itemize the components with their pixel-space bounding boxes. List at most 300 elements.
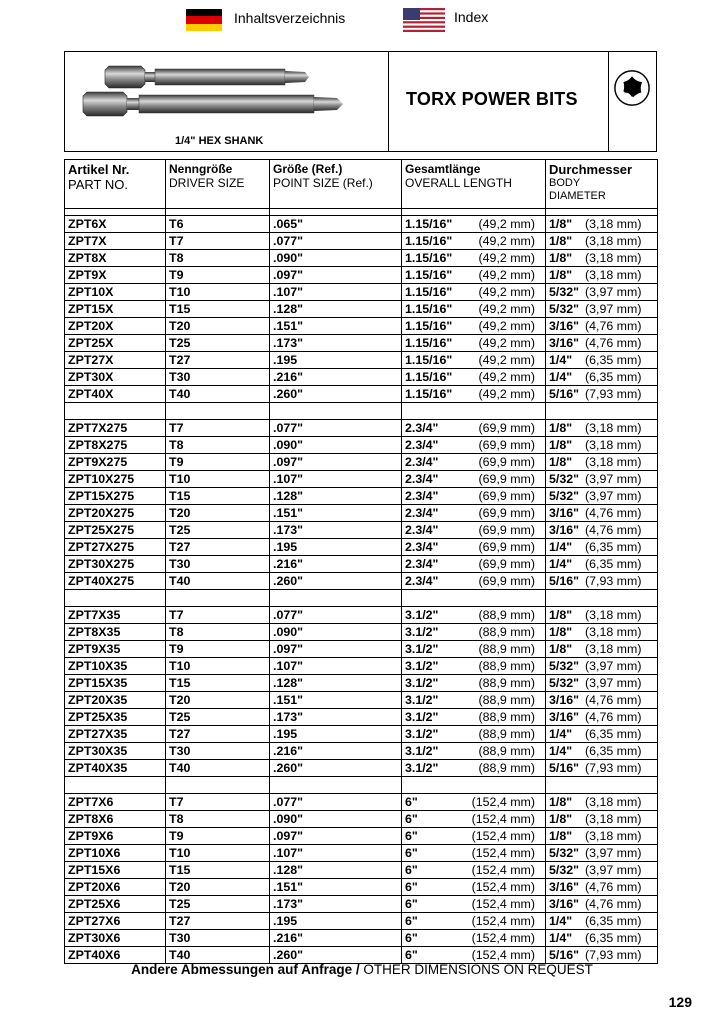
body-diameter-cell — [546, 420, 658, 437]
part-number-cell: ZPT25X275 — [65, 522, 166, 539]
body-diameter-cell — [546, 743, 658, 760]
driver-size-cell: T20 — [166, 692, 270, 709]
diameter-inch: 5/32" — [549, 285, 579, 299]
part-number-cell: ZPT8X — [65, 250, 166, 267]
table-row — [65, 250, 658, 267]
point-size-cell: .151" — [270, 318, 402, 335]
driver-size-cell: T9 — [166, 828, 270, 845]
part-number-cell: ZPT15X — [65, 301, 166, 318]
diameter-mm: (7,93 mm) — [585, 761, 642, 775]
table-row — [65, 624, 658, 641]
length-inch: 2.3/4" — [405, 574, 439, 588]
header-label: BODY — [549, 177, 581, 189]
empty-cell — [270, 209, 402, 216]
part-number-cell: ZPT8X35 — [65, 624, 166, 641]
separator-row — [65, 777, 658, 794]
header-label: OVERALL LENGTH — [405, 176, 512, 190]
point-size-cell: .173" — [270, 522, 402, 539]
point-size-cell: .195 — [270, 726, 402, 743]
diameter-mm: (3,18 mm) — [585, 251, 642, 265]
diameter-mm: (3,18 mm) — [585, 455, 642, 469]
diameter-mm: (3,18 mm) — [585, 625, 642, 639]
table-row — [65, 658, 658, 675]
length-mm: (49,2 mm) — [478, 217, 535, 231]
body-diameter-cell — [546, 471, 658, 488]
driver-size-cell: T20 — [166, 879, 270, 896]
body-diameter-cell — [546, 879, 658, 896]
part-number-cell: ZPT27X275 — [65, 539, 166, 556]
overall-length-cell — [402, 607, 546, 624]
diameter-inch: 1/4" — [549, 540, 573, 554]
diameter-mm: (3,97 mm) — [585, 472, 642, 486]
diameter-mm: (7,93 mm) — [585, 574, 642, 588]
length-mm: (49,2 mm) — [478, 234, 535, 248]
point-size-cell: .097" — [270, 641, 402, 658]
length-mm: (152,4 mm) — [471, 795, 535, 809]
driver-size-cell: T15 — [166, 675, 270, 692]
length-mm: (49,2 mm) — [478, 285, 535, 299]
body-diameter-cell — [546, 369, 658, 386]
length-mm: (49,2 mm) — [478, 319, 535, 333]
part-number-cell: ZPT10X35 — [65, 658, 166, 675]
diameter-mm: (3,18 mm) — [585, 608, 642, 622]
part-number-cell: ZPT20X6 — [65, 879, 166, 896]
part-number-cell: ZPT30X275 — [65, 556, 166, 573]
overall-length-cell — [402, 539, 546, 556]
part-number-cell: ZPT27X35 — [65, 726, 166, 743]
footer-note-de: Andere Abmessungen auf Anfrage / — [131, 962, 360, 977]
table-row — [65, 335, 658, 352]
diameter-inch: 3/16" — [549, 710, 579, 724]
diameter-mm: (6,35 mm) — [585, 353, 642, 367]
length-mm: (88,9 mm) — [478, 676, 535, 690]
length-inch: 1.15/16" — [405, 370, 453, 384]
header-label: DRIVER SIZE — [169, 176, 245, 190]
length-inch: 1.15/16" — [405, 302, 453, 316]
point-size-cell: .107" — [270, 658, 402, 675]
length-inch: 6" — [405, 863, 418, 877]
driver-size-cell: T9 — [166, 454, 270, 471]
length-inch: 6" — [405, 931, 418, 945]
body-diameter-cell — [546, 454, 658, 471]
point-size-cell: .090" — [270, 624, 402, 641]
body-diameter-cell — [546, 301, 658, 318]
body-diameter-cell — [546, 862, 658, 879]
diameter-mm: (4,76 mm) — [585, 897, 642, 911]
body-diameter-cell — [546, 913, 658, 930]
diameter-inch: 5/32" — [549, 676, 579, 690]
driver-size-cell: T15 — [166, 301, 270, 318]
part-number-cell: ZPT6X — [65, 216, 166, 233]
driver-size-cell: T25 — [166, 896, 270, 913]
diameter-inch: 1/8" — [549, 251, 573, 265]
empty-cell — [65, 777, 166, 794]
diameter-mm: (6,35 mm) — [585, 744, 642, 758]
separator-row — [65, 403, 658, 420]
diameter-mm: (4,76 mm) — [585, 693, 642, 707]
length-inch: 3.1/2" — [405, 693, 439, 707]
length-mm: (152,4 mm) — [471, 948, 535, 962]
overall-length-cell — [402, 760, 546, 777]
diameter-inch: 3/16" — [549, 897, 579, 911]
length-mm: (152,4 mm) — [471, 880, 535, 894]
table-row — [65, 709, 658, 726]
body-diameter-cell — [546, 505, 658, 522]
separator-row — [65, 590, 658, 607]
header-label: Gesamtlänge — [405, 162, 481, 176]
diameter-mm: (6,35 mm) — [585, 540, 642, 554]
point-size-cell: .097" — [270, 828, 402, 845]
table-row — [65, 488, 658, 505]
length-inch: 1.15/16" — [405, 336, 453, 350]
driver-size-cell: T7 — [166, 794, 270, 811]
driver-size-cell: T40 — [166, 573, 270, 590]
driver-size-cell: T30 — [166, 556, 270, 573]
empty-cell — [166, 209, 270, 216]
diameter-mm: (4,76 mm) — [585, 319, 642, 333]
length-inch: 3.1/2" — [405, 659, 439, 673]
overall-length-cell — [402, 828, 546, 845]
diameter-mm: (4,76 mm) — [585, 710, 642, 724]
point-size-cell: .097" — [270, 267, 402, 284]
length-inch: 6" — [405, 914, 418, 928]
part-number-cell: ZPT20X275 — [65, 505, 166, 522]
part-number-cell: ZPT30X — [65, 369, 166, 386]
spacer-row — [65, 209, 658, 216]
table-row — [65, 284, 658, 301]
length-inch: 2.3/4" — [405, 523, 439, 537]
overall-length-cell — [402, 488, 546, 505]
length-mm: (69,9 mm) — [478, 540, 535, 554]
length-inch: 3.1/2" — [405, 625, 439, 639]
part-number-cell: ZPT9X35 — [65, 641, 166, 658]
driver-size-cell: T40 — [166, 947, 270, 964]
body-diameter-cell — [546, 692, 658, 709]
diameter-inch: 1/4" — [549, 727, 573, 741]
length-inch: 6" — [405, 829, 418, 843]
driver-size-cell: T10 — [166, 471, 270, 488]
body-diameter-cell — [546, 386, 658, 403]
body-diameter-cell — [546, 318, 658, 335]
part-number-cell: ZPT15X275 — [65, 488, 166, 505]
table-row — [65, 420, 658, 437]
overall-length-cell — [402, 726, 546, 743]
diameter-mm: (6,35 mm) — [585, 931, 642, 945]
table-row — [65, 760, 658, 777]
diameter-inch: 1/8" — [549, 455, 573, 469]
overall-length-cell — [402, 794, 546, 811]
length-mm: (49,2 mm) — [478, 268, 535, 282]
diameter-inch: 1/8" — [549, 608, 573, 622]
diameter-mm: (3,97 mm) — [585, 489, 642, 503]
part-number-cell: ZPT8X6 — [65, 811, 166, 828]
part-number-cell: ZPT10X275 — [65, 471, 166, 488]
overall-length-cell — [402, 522, 546, 539]
driver-size-cell: T10 — [166, 284, 270, 301]
driver-size-cell: T6 — [166, 216, 270, 233]
body-diameter-cell — [546, 709, 658, 726]
point-size-cell: .216" — [270, 369, 402, 386]
table-row — [65, 879, 658, 896]
length-inch: 6" — [405, 880, 418, 894]
table-row — [65, 896, 658, 913]
diameter-inch: 3/16" — [549, 336, 579, 350]
driver-size-cell: T25 — [166, 335, 270, 352]
overall-length-cell — [402, 930, 546, 947]
point-size-cell: .107" — [270, 284, 402, 301]
diameter-inch: 1/4" — [549, 370, 573, 384]
overall-length-cell — [402, 658, 546, 675]
diameter-inch: 1/4" — [549, 744, 573, 758]
driver-size-cell: T15 — [166, 488, 270, 505]
overall-length-cell — [402, 335, 546, 352]
header-part-no — [65, 160, 166, 209]
point-size-cell: .151" — [270, 879, 402, 896]
table-row — [65, 352, 658, 369]
point-size-cell: .077" — [270, 794, 402, 811]
empty-cell — [546, 209, 658, 216]
diameter-inch: 5/32" — [549, 846, 579, 860]
overall-length-cell — [402, 369, 546, 386]
length-mm: (69,9 mm) — [478, 574, 535, 588]
point-size-cell: .065" — [270, 216, 402, 233]
point-size-cell: .128" — [270, 301, 402, 318]
body-diameter-cell — [546, 845, 658, 862]
diameter-mm: (4,76 mm) — [585, 523, 642, 537]
driver-size-cell: T8 — [166, 250, 270, 267]
overall-length-cell — [402, 250, 546, 267]
torx-bits-image — [79, 60, 349, 130]
point-size-cell: .173" — [270, 335, 402, 352]
empty-cell — [402, 777, 546, 794]
point-size-cell: .216" — [270, 556, 402, 573]
diameter-inch: 5/32" — [549, 863, 579, 877]
driver-size-cell: T30 — [166, 743, 270, 760]
inhaltsverzeichnis-link[interactable]: Inhaltsverzeichnis — [234, 10, 346, 26]
diameter-mm: (3,97 mm) — [585, 302, 642, 316]
diameter-inch: 3/16" — [549, 319, 579, 333]
overall-length-cell — [402, 641, 546, 658]
overall-length-cell — [402, 386, 546, 403]
diameter-mm: (4,76 mm) — [585, 880, 642, 894]
length-mm: (152,4 mm) — [471, 914, 535, 928]
driver-size-cell: T10 — [166, 658, 270, 675]
table-row — [65, 539, 658, 556]
length-mm: (69,9 mm) — [478, 472, 535, 486]
diameter-inch: 5/32" — [549, 659, 579, 673]
driver-size-cell: T40 — [166, 760, 270, 777]
point-size-cell: .216" — [270, 743, 402, 760]
part-number-cell: ZPT9X275 — [65, 454, 166, 471]
length-mm: (88,9 mm) — [478, 761, 535, 775]
driver-size-cell: T30 — [166, 930, 270, 947]
length-inch: 6" — [405, 948, 418, 962]
length-inch: 2.3/4" — [405, 506, 439, 520]
point-size-cell: .128" — [270, 488, 402, 505]
page-number: 129 — [668, 994, 692, 1010]
diameter-mm: (6,35 mm) — [585, 914, 642, 928]
length-mm: (49,2 mm) — [478, 336, 535, 350]
length-mm: (49,2 mm) — [478, 251, 535, 265]
length-mm: (69,9 mm) — [478, 455, 535, 469]
hex-shank-label: 1/4" HEX SHANK — [175, 135, 264, 147]
table-row — [65, 794, 658, 811]
point-size-cell: .151" — [270, 692, 402, 709]
diameter-mm: (4,76 mm) — [585, 336, 642, 350]
driver-size-cell: T40 — [166, 386, 270, 403]
part-number-cell: ZPT15X6 — [65, 862, 166, 879]
german-flag-icon[interactable] — [186, 9, 222, 31]
index-link[interactable]: Index — [454, 9, 489, 25]
length-inch: 3.1/2" — [405, 608, 439, 622]
diameter-inch: 3/16" — [549, 506, 579, 520]
length-inch: 2.3/4" — [405, 455, 439, 469]
point-size-cell: .151" — [270, 505, 402, 522]
empty-cell — [270, 403, 402, 420]
diameter-mm: (3,18 mm) — [585, 642, 642, 656]
empty-cell — [166, 777, 270, 794]
diameter-inch: 5/32" — [549, 302, 579, 316]
body-diameter-cell — [546, 335, 658, 352]
part-number-cell: ZPT7X275 — [65, 420, 166, 437]
length-inch: 2.3/4" — [405, 557, 439, 571]
diameter-mm: (7,93 mm) — [585, 948, 642, 962]
diameter-inch: 1/8" — [549, 625, 573, 639]
diameter-inch: 1/8" — [549, 642, 573, 656]
driver-size-cell: T7 — [166, 607, 270, 624]
part-number-cell: ZPT40X6 — [65, 947, 166, 964]
point-size-cell: .216" — [270, 930, 402, 947]
point-size-cell: .195 — [270, 913, 402, 930]
diameter-inch: 5/16" — [549, 761, 579, 775]
length-mm: (152,4 mm) — [471, 863, 535, 877]
length-inch: 3.1/2" — [405, 744, 439, 758]
point-size-cell: .097" — [270, 454, 402, 471]
overall-length-cell — [402, 675, 546, 692]
header-overall-length — [402, 160, 546, 209]
footer-note — [0, 962, 724, 977]
length-mm: (49,2 mm) — [478, 302, 535, 316]
driver-size-cell: T20 — [166, 505, 270, 522]
diameter-mm: (3,18 mm) — [585, 438, 642, 452]
language-nav — [0, 6, 724, 34]
diameter-mm: (3,97 mm) — [585, 659, 642, 673]
driver-size-cell: T7 — [166, 233, 270, 250]
part-number-cell: ZPT7X — [65, 233, 166, 250]
us-flag-icon[interactable] — [403, 8, 445, 32]
length-mm: (69,9 mm) — [478, 523, 535, 537]
overall-length-cell — [402, 573, 546, 590]
point-size-cell: .090" — [270, 437, 402, 454]
empty-cell — [270, 777, 402, 794]
table-row — [65, 743, 658, 760]
body-diameter-cell — [546, 284, 658, 301]
body-diameter-cell — [546, 828, 658, 845]
table-row — [65, 641, 658, 658]
part-number-cell: ZPT27X6 — [65, 913, 166, 930]
header-label: Durchmesser — [549, 162, 633, 177]
length-inch: 2.3/4" — [405, 540, 439, 554]
driver-size-cell: T30 — [166, 369, 270, 386]
overall-length-cell — [402, 301, 546, 318]
length-inch: 1.15/16" — [405, 387, 453, 401]
diameter-mm: (3,18 mm) — [585, 795, 642, 809]
part-number-cell: ZPT30X35 — [65, 743, 166, 760]
length-mm: (88,9 mm) — [478, 608, 535, 622]
body-diameter-cell — [546, 760, 658, 777]
table-row — [65, 267, 658, 284]
length-mm: (69,9 mm) — [478, 421, 535, 435]
driver-size-cell: T27 — [166, 913, 270, 930]
driver-size-cell: T15 — [166, 862, 270, 879]
empty-cell — [166, 590, 270, 607]
length-inch: 3.1/2" — [405, 727, 439, 741]
header-driver-size — [166, 160, 270, 209]
diameter-mm: (3,18 mm) — [585, 217, 642, 231]
driver-size-cell: T27 — [166, 352, 270, 369]
header-point-size — [270, 160, 402, 209]
body-diameter-cell — [546, 726, 658, 743]
point-size-cell: .195 — [270, 352, 402, 369]
empty-cell — [65, 209, 166, 216]
length-mm: (152,4 mm) — [471, 829, 535, 843]
body-diameter-cell — [546, 352, 658, 369]
empty-cell — [270, 590, 402, 607]
length-mm: (88,9 mm) — [478, 744, 535, 758]
header-label: DIAMETER — [549, 190, 606, 202]
point-size-cell: .077" — [270, 233, 402, 250]
table-row — [65, 556, 658, 573]
driver-size-cell: T25 — [166, 522, 270, 539]
driver-size-cell: T9 — [166, 641, 270, 658]
product-header — [64, 51, 657, 152]
overall-length-cell — [402, 454, 546, 471]
footer-note-en: OTHER DIMENSIONS ON REQUEST — [359, 962, 593, 977]
table-row — [65, 828, 658, 845]
header-divider — [608, 52, 609, 151]
body-diameter-cell — [546, 216, 658, 233]
length-inch: 2.3/4" — [405, 489, 439, 503]
point-size-cell: .173" — [270, 709, 402, 726]
diameter-mm: (3,18 mm) — [585, 421, 642, 435]
empty-cell — [402, 403, 546, 420]
diameter-inch: 1/4" — [549, 557, 573, 571]
diameter-inch: 1/8" — [549, 268, 573, 282]
table-row — [65, 318, 658, 335]
empty-cell — [65, 590, 166, 607]
table-row — [65, 454, 658, 471]
body-diameter-cell — [546, 641, 658, 658]
length-inch: 1.15/16" — [405, 234, 453, 248]
diameter-inch: 3/16" — [549, 880, 579, 894]
header-label: Artikel Nr. — [68, 162, 130, 177]
overall-length-cell — [402, 692, 546, 709]
part-number-cell: ZPT8X275 — [65, 437, 166, 454]
part-number-cell: ZPT27X — [65, 352, 166, 369]
body-diameter-cell — [546, 522, 658, 539]
driver-size-cell: T8 — [166, 437, 270, 454]
diameter-inch: 1/8" — [549, 795, 573, 809]
point-size-cell: .077" — [270, 607, 402, 624]
point-size-cell: .128" — [270, 675, 402, 692]
diameter-mm: (3,18 mm) — [585, 268, 642, 282]
overall-length-cell — [402, 624, 546, 641]
specs-table — [64, 159, 658, 964]
overall-length-cell — [402, 811, 546, 828]
diameter-mm: (7,93 mm) — [585, 387, 642, 401]
overall-length-cell — [402, 318, 546, 335]
length-mm: (69,9 mm) — [478, 489, 535, 503]
